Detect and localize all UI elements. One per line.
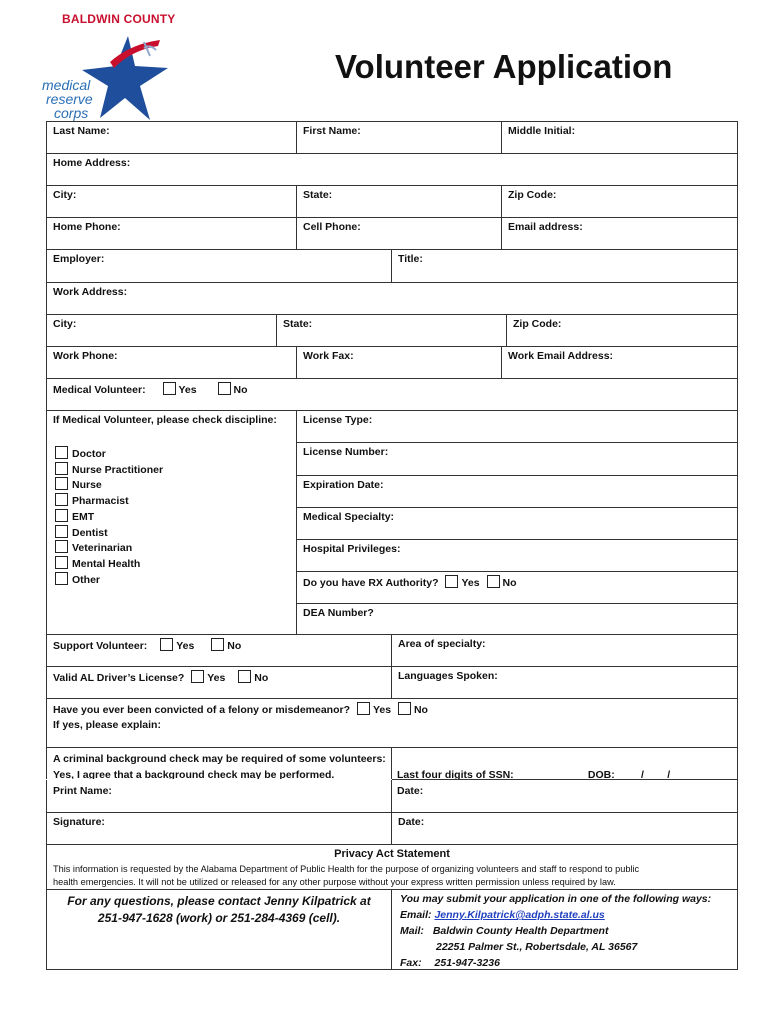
work-zip-label: Zip Code: — [513, 318, 562, 330]
languages-label: Languages Spoken: — [398, 670, 498, 682]
hospital-privileges-field[interactable] — [296, 539, 738, 572]
drivers-license-row — [46, 666, 392, 699]
work-address-field[interactable] — [46, 282, 738, 315]
work-state-field[interactable] — [276, 314, 507, 347]
state-label: State: — [303, 189, 333, 201]
cell-phone-field[interactable] — [296, 217, 502, 250]
work-email-field[interactable] — [501, 346, 738, 379]
felony-label: Have you ever been convicted of a felony or misdemeanor? — [53, 704, 351, 716]
ssn-field[interactable]: Last four digits of SSN: __ __ __ __ — [397, 769, 573, 781]
print-divider-mask — [46, 779, 392, 780]
discipline-option[interactable] — [55, 572, 100, 586]
signature-label: Signature: — [53, 816, 105, 828]
submission-info — [391, 889, 738, 970]
medical-specialty-label: Medical Specialty: — [303, 511, 395, 523]
medical-volunteer-row — [46, 378, 738, 411]
city-field[interactable] — [46, 185, 297, 218]
discipline-prompt: If Medical Volunteer, please check discipline: — [53, 414, 277, 426]
discipline-label: Other — [72, 573, 101, 586]
discipline-option[interactable] — [55, 477, 102, 491]
home-phone-field[interactable] — [46, 217, 297, 250]
support-volunteer-row — [46, 634, 392, 667]
discipline-label: Veterinarian — [72, 542, 133, 555]
fax-method-label: Fax: — [400, 957, 422, 969]
middle-initial-label: Middle Initial: — [508, 125, 576, 137]
fax-line — [400, 957, 500, 969]
state-field[interactable] — [296, 185, 502, 218]
logo-text-medical: medical — [42, 77, 91, 93]
signature-field[interactable] — [46, 812, 392, 845]
dl-yes-label: Yes — [207, 672, 226, 684]
yes-label: Yes — [178, 384, 197, 396]
discipline-checkbox[interactable] — [55, 446, 68, 459]
contact-line-1: For any questions, please contact Jenny Kilpatrick at — [67, 894, 371, 908]
discipline-checkbox[interactable] — [55, 540, 68, 553]
discipline-label: Doctor — [72, 448, 106, 460]
work-zip-field[interactable] — [506, 314, 738, 347]
date-divider — [391, 779, 738, 780]
page-title: Volunteer Application — [335, 48, 673, 85]
privacy-line-2: health emergencies. It will not be utilized or released for any other purpose without your express written permission unless required by law. — [53, 877, 616, 887]
dea-number-label: DEA Number? — [303, 607, 374, 619]
title-field[interactable] — [391, 249, 738, 283]
logo-text-reserve: reserve — [46, 91, 93, 107]
discipline-label: EMT — [72, 510, 95, 523]
submission-title: You may submit your application in one of the following ways: — [400, 893, 712, 905]
felony-yes-label: Yes — [372, 704, 392, 716]
logo-text-corps: corps — [54, 105, 89, 121]
discipline-checkbox[interactable] — [55, 509, 68, 522]
license-type-field[interactable] — [296, 410, 738, 443]
last-name-label: Last Name: — [53, 125, 110, 137]
signature-date-label: Date: — [398, 816, 425, 828]
email-line — [400, 909, 605, 921]
work-fax-field[interactable] — [296, 346, 502, 379]
privacy-title: Privacy Act Statement — [334, 848, 450, 860]
medical-specialty-field[interactable] — [296, 507, 738, 540]
support-no-checkbox[interactable] — [211, 638, 224, 651]
area-of-specialty-label: Area of specialty: — [398, 638, 486, 650]
work-city-label: City: — [53, 318, 77, 330]
discipline-checkbox[interactable] — [55, 493, 68, 506]
discipline-option[interactable] — [55, 446, 106, 460]
org-name: BALDWIN COUNTY — [62, 12, 176, 26]
rx-no-checkbox[interactable] — [487, 575, 500, 588]
dl-no-label: No — [254, 672, 269, 684]
logo-red-swoosh — [110, 40, 160, 68]
rx-yes-label: Yes — [461, 577, 480, 589]
felony-row — [46, 698, 738, 748]
license-number-field[interactable] — [296, 442, 738, 476]
area-of-specialty-field[interactable] — [391, 634, 738, 667]
background-check-block — [46, 747, 392, 813]
mail-line — [400, 925, 608, 937]
license-number-label: License Number: — [303, 446, 389, 458]
work-city-field[interactable] — [46, 314, 277, 347]
felony-no-label: No — [413, 704, 428, 716]
background-check-note: A criminal background check may be required of some volunteers: — [53, 753, 386, 765]
home-address-field[interactable] — [46, 153, 738, 186]
rx-no-label: No — [502, 577, 517, 589]
discipline-checkbox[interactable] — [55, 556, 68, 569]
contact-email-link[interactable]: Jenny.Kilpatrick@adph.state.al.us — [434, 909, 605, 921]
rx-yes-checkbox[interactable] — [445, 575, 458, 588]
discipline-option[interactable] — [55, 462, 163, 476]
print-name-label: Print Name: — [53, 785, 112, 797]
title-label: Title: — [398, 253, 423, 265]
rx-authority-label: Do you have RX Authority? — [303, 577, 439, 589]
mail-address-line-2: 22251 Palmer St., Robertsdale, AL 36567 — [436, 941, 638, 953]
work-phone-label: Work Phone: — [53, 350, 118, 362]
cell-phone-label: Cell Phone: — [303, 221, 361, 233]
discipline-option[interactable] — [55, 525, 108, 539]
felony-yes-checkbox[interactable] — [357, 702, 370, 715]
support-volunteer-label: Support Volunteer: — [53, 640, 148, 652]
languages-field[interactable] — [391, 666, 738, 699]
discipline-option[interactable] — [55, 540, 132, 554]
email-method-label: Email: — [400, 909, 432, 921]
work-email-label: Work Email Address: — [508, 350, 614, 362]
mail-method-label: Mail: — [400, 925, 424, 937]
zip-label: Zip Code: — [508, 189, 557, 201]
mail-address-line-1: Baldwin County Health Department — [432, 925, 609, 937]
medical-volunteer-yes-checkbox[interactable] — [163, 382, 176, 395]
contact-line-2: 251-947-1628 (work) or 251-284-4369 (cell). — [97, 911, 341, 925]
discipline-checkbox[interactable] — [55, 525, 68, 538]
dl-yes-checkbox[interactable] — [191, 670, 204, 683]
discipline-checkbox[interactable] — [55, 477, 68, 490]
work-fax-label: Work Fax: — [303, 350, 354, 362]
discipline-checkbox[interactable] — [55, 462, 68, 475]
dob-field[interactable]: DOB: ____/____/_____ — [587, 769, 700, 781]
dl-no-checkbox[interactable] — [238, 670, 251, 683]
discipline-label: Nurse — [72, 479, 102, 492]
city-label: City: — [53, 189, 77, 201]
discipline-label: Dentist — [72, 526, 108, 539]
discipline-checkbox[interactable] — [55, 572, 68, 585]
felony-explain-label: If yes, please explain: — [53, 719, 161, 731]
first-name-label: First Name: — [303, 125, 361, 137]
dea-number-field[interactable] — [296, 603, 738, 635]
discipline-option[interactable] — [55, 509, 94, 523]
expiration-date-label: Expiration Date: — [303, 479, 384, 491]
home-phone-label: Home Phone: — [53, 221, 121, 233]
work-state-label: State: — [283, 318, 313, 330]
zip-field[interactable] — [501, 185, 738, 218]
drivers-license-label: Valid AL Driver’s License? — [53, 672, 185, 684]
no-label: No — [233, 384, 248, 396]
mrc-logo — [40, 34, 175, 124]
fax-number: 251-947-3236 — [434, 957, 500, 969]
discipline-label: Pharmacist — [72, 495, 129, 508]
employer-field[interactable] — [46, 249, 392, 283]
date-label: Date: — [397, 785, 424, 797]
email-label: Email address: — [508, 221, 583, 233]
license-type-label: License Type: — [303, 414, 373, 426]
discipline-option[interactable] — [55, 556, 140, 570]
discipline-label: Nurse Practitioner — [72, 463, 164, 476]
support-no-label: No — [227, 640, 242, 652]
privacy-statement — [46, 844, 738, 890]
rx-authority-row — [296, 571, 738, 604]
employer-label: Employer: — [53, 253, 105, 265]
felony-no-checkbox[interactable] — [398, 702, 411, 715]
first-name-field[interactable] — [296, 121, 502, 154]
work-address-label: Work Address: — [53, 286, 128, 298]
support-yes-checkbox[interactable] — [160, 638, 173, 651]
middle-initial-field[interactable] — [501, 121, 738, 154]
medical-volunteer-label: Medical Volunteer: — [53, 384, 146, 396]
discipline-label: Mental Health — [72, 557, 141, 570]
signature-date-field[interactable] — [391, 812, 738, 845]
last-name-field[interactable] — [46, 121, 297, 154]
ssn-dob-block — [391, 747, 738, 813]
hospital-privileges-label: Hospital Privileges: — [303, 543, 401, 555]
discipline-option[interactable] — [55, 493, 129, 507]
home-address-label: Home Address: — [53, 157, 131, 169]
background-check-agree: Yes, I agree that a background check may be performed. — [53, 769, 335, 781]
expiration-date-field[interactable] — [296, 475, 738, 508]
work-phone-field[interactable] — [46, 346, 297, 379]
support-yes-label: Yes — [176, 640, 195, 652]
medical-volunteer-no-checkbox[interactable] — [218, 382, 231, 395]
email-field[interactable] — [501, 217, 738, 250]
contact-info — [46, 889, 392, 970]
privacy-line-1: This information is requested by the Alabama Department of Public Health for the purpose of organizing volunteers and staff to respond to public — [53, 864, 640, 874]
